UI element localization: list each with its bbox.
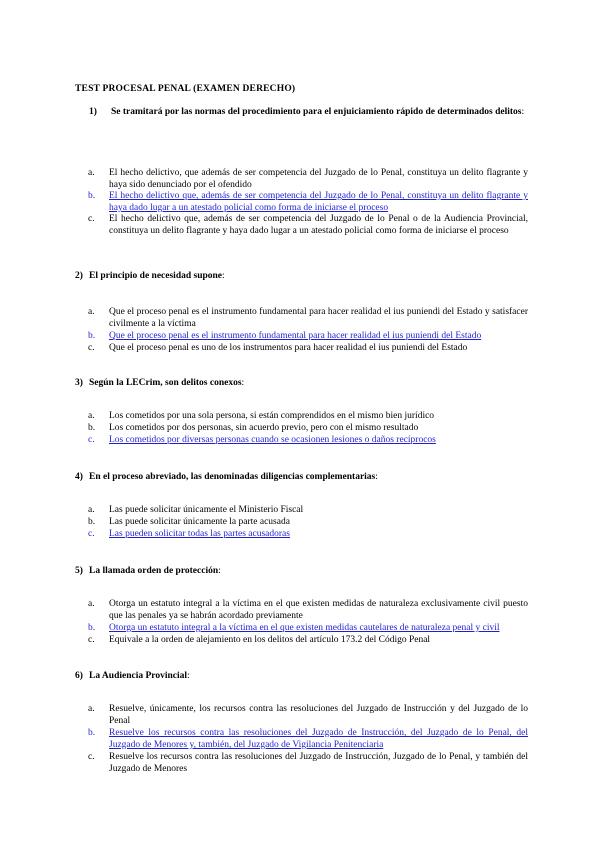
option-text: Que el proceso penal es el instrumento fundamental para hacer realidad el ius puniendi del Estado [109,331,482,341]
question-suffix: : [375,472,378,482]
option-6a [88,703,528,727]
option-6c [88,751,528,775]
option-2a [88,306,528,330]
option-text: Los cometidos por diversas personas cuando se ocasionen lesiones o daños recíprocos [109,435,436,445]
option-5a [88,598,528,622]
option-text: Las pueden solicitar todas las partes acusadoras [109,529,290,539]
question-suffix: : [521,107,525,117]
option-3c-correct [88,434,528,446]
question-suffix: : [187,671,190,681]
question-prompt: La Audiencia Provincial [89,671,188,681]
option-letter: c. [88,752,95,762]
question-suffix: : [218,566,221,576]
option-text: Otorga un estatuto integral a la víctima en el que existen medidas cautelares de naturaleza penal y civil [109,623,500,633]
option-1a [88,167,528,191]
option-text: Resuelve los recursos contra las resoluciones del Juzgado de Instrucción, Juzgado de lo Penal, y también del Juzgado de Menores [109,752,528,774]
option-letter: b. [88,517,96,527]
question-number: 2) [75,271,83,281]
option-letter: c. [88,435,95,445]
option-text: El hecho delictivo que, además de ser competencia del Juzgado de lo Penal, constituya un delito flagrante y haya dado lugar a un atestado policial como forma de iniciarse el proceso [109,191,528,213]
option-text: El hecho delictivo, que además de ser competencia del Juzgado de lo Penal, constituya un delito flagrante y haya sido denunciado por el ofendido [109,168,528,190]
question-1 [75,106,530,118]
option-letter: b. [88,191,96,201]
option-text: Que el proceso penal es uno de los instrumentos para hacer realidad el ius puniendi del Estado [109,343,468,353]
option-text: Resuelve, únicamente, los recursos contra las resoluciones del Juzgado de Instrucción y del Juzgado de lo Penal [109,704,528,726]
option-text: Equivale a la orden de alejamiento en los delitos del artículo 173.2 del Código Penal [109,635,431,645]
option-letter: b. [88,728,96,738]
question-suffix: : [241,378,245,388]
option-4b [88,516,528,528]
question-prompt: El principio de necesidad supone [89,271,223,281]
option-4c-correct [88,528,528,540]
question-suffix: : [222,271,225,281]
document-title: TEST PROCESAL PENAL (EXAMEN DERECHO) [75,84,296,94]
option-text: Las puede solicitar únicamente el Ministerio Fiscal [109,505,304,515]
question-prompt: Se tramitará por las normas del procedimiento para el enjuiciamiento rápido de determinados delitos [111,107,522,117]
question-3 [75,377,530,389]
option-text: Las puede solicitar únicamente la parte acusada [109,517,290,527]
question-5 [75,565,530,577]
question-number: 4) [75,472,83,482]
option-letter: a. [88,704,95,714]
question-number: 1) [89,107,97,117]
option-letter: a. [88,599,95,609]
option-letter: c. [88,343,95,353]
option-text: Resuelve los recursos contra las resoluciones del Juzgado de Instrucción, del Juzgado de lo Penal, del Juzgado de Menores y, también, del Juzgado de Vigilancia Penitenciaria [109,728,528,750]
option-5c [88,634,528,646]
option-6b-correct [88,727,528,751]
option-1b-correct [88,190,528,214]
question-prompt: Según la LECrim, son delitos conexos [89,378,242,388]
option-text: Los cometidos por una sola persona, si están comprendidos en el mismo bien jurídico [109,411,435,421]
option-5b-correct [88,622,528,634]
option-letter: c. [88,529,95,539]
option-1c [88,213,528,237]
question-prompt: La llamada orden de protección [89,566,219,576]
question-number: 6) [75,671,83,681]
question-6 [75,670,530,682]
option-letter: a. [88,168,95,178]
option-letter: c. [88,214,95,224]
question-prompt: En el proceso abreviado, las denominadas diligencias complementarias [89,472,376,482]
question-4 [75,471,530,483]
option-letter: b. [88,423,96,433]
question-number: 5) [75,566,83,576]
option-letter: b. [88,623,96,633]
option-letter: b. [88,331,96,341]
option-letter: c. [88,635,95,645]
option-text: Los cometidos por dos personas, sin acuerdo previo, pero con el mismo resultado [109,423,419,433]
option-2c [88,342,528,354]
option-text: Que el proceso penal es el instrumento fundamental para hacer realidad el ius puniendi del Estado y satisfacer civilmente a la víctima [109,307,528,329]
option-3b [88,422,528,434]
option-letter: a. [88,307,95,317]
option-letter: a. [88,505,95,515]
option-text: El hecho delictivo que, además de ser competencia del Juzgado de lo Penal o de la Audiencia Provincial, constituya un delito flagrante y haya dado lugar a un atestado policial como forma de iniciarse el proceso [109,214,528,236]
option-text: Otorga un estatuto integral a la víctima en el que existen medidas de naturaleza exclusivamente civil puesto que las penales ya se habrán acordado previamente [109,599,528,621]
question-2 [75,270,530,282]
option-3a [88,410,528,422]
option-2b-correct [88,330,528,342]
question-number: 3) [75,378,83,388]
option-letter: a. [88,411,95,421]
option-4a [88,504,528,516]
